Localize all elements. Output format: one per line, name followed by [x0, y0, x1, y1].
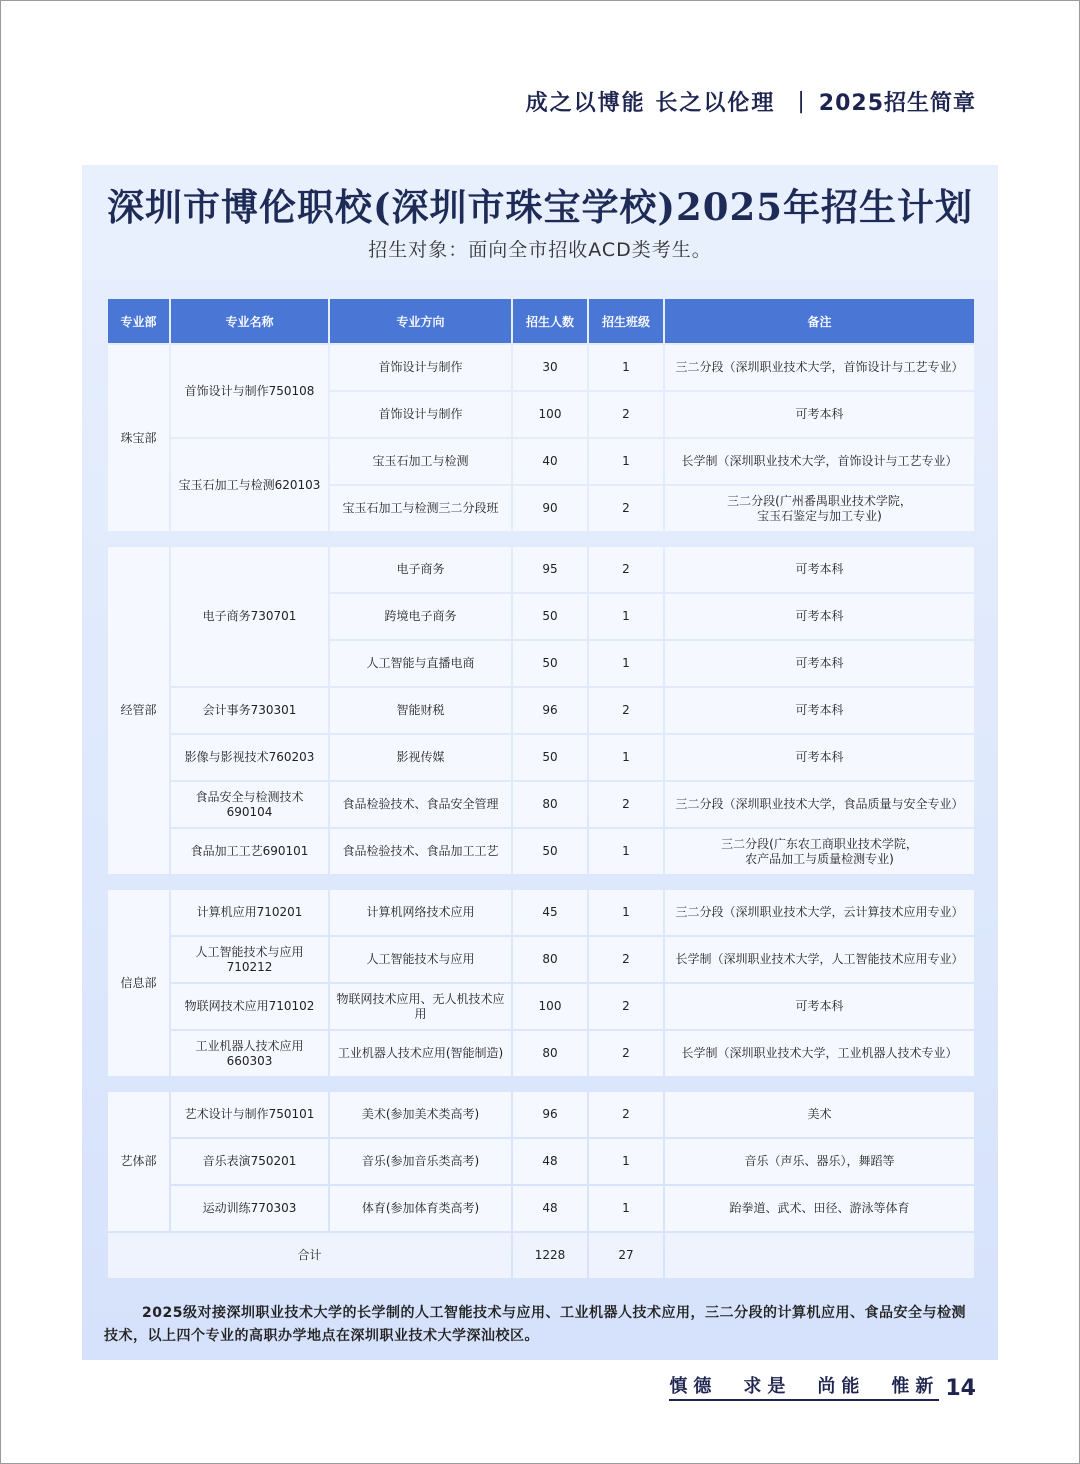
- dept-cell: 信息部: [108, 890, 169, 1076]
- remarks-cell: 长学制（深圳职业技术大学，人工智能技术应用专业）: [665, 937, 974, 982]
- major-cell: 宝玉石加工与检测620103: [171, 439, 328, 531]
- table-row: [108, 782, 974, 827]
- table-row: [108, 829, 974, 874]
- enrollment-cell: 80: [513, 1031, 587, 1076]
- enrollment-cell: 45: [513, 890, 587, 935]
- section-gap: [108, 876, 974, 888]
- table-row: [108, 890, 974, 935]
- dept-cell: 经管部: [108, 547, 169, 874]
- remarks-cell: 长学制（深圳职业技术大学，工业机器人技术专业）: [665, 1031, 974, 1076]
- classes-cell: 2: [589, 1092, 663, 1137]
- table-row: [108, 735, 974, 780]
- header-dept: 专业部: [108, 299, 169, 343]
- slogan-item: 惟新: [891, 1376, 940, 1397]
- direction-cell: 智能财税: [330, 688, 511, 733]
- dept-cell: 艺体部: [108, 1092, 169, 1231]
- total-row: [108, 1233, 974, 1278]
- major-cell: 运动训练770303: [171, 1186, 328, 1231]
- direction-cell: 食品检验技术、食品加工工艺: [330, 829, 511, 874]
- direction-cell: 电子商务: [330, 547, 511, 592]
- classes-cell: 1: [589, 345, 663, 390]
- remarks-cell: 可考本科: [665, 984, 974, 1029]
- school-motto: 成之以博能 长之以伦理: [525, 91, 776, 116]
- page-title: 深圳市博伦职校(深圳市珠宝学校)2025年招生计划: [107, 185, 973, 229]
- enrollment-cell: 30: [513, 345, 587, 390]
- classes-cell: 1: [589, 1139, 663, 1184]
- table-row: [108, 1092, 974, 1137]
- table-row: [108, 1186, 974, 1231]
- remarks-cell: [665, 829, 974, 874]
- major-cell: 艺术设计与制作750101: [171, 1092, 328, 1137]
- table-row: [108, 688, 974, 733]
- header-separator: |: [797, 89, 805, 114]
- slogan-item: 尚能: [817, 1376, 866, 1397]
- direction-cell: 工业机器人技术应用(智能制造): [330, 1031, 511, 1076]
- classes-cell: 2: [589, 392, 663, 437]
- enrollment-cell: 96: [513, 688, 587, 733]
- remarks-cell: 三二分段（深圳职业技术大学，云计算技术应用专业）: [665, 890, 974, 935]
- direction-line-1: 物联网技术应用、无人机技术应: [336, 991, 505, 1006]
- classes-cell: 1: [589, 1186, 663, 1231]
- classes-cell: 1: [589, 890, 663, 935]
- classes-cell: 1: [589, 829, 663, 874]
- classes-cell: 2: [589, 984, 663, 1029]
- table-row: [108, 984, 974, 1029]
- direction-cell: [330, 984, 511, 1029]
- enrollment-cell: 96: [513, 1092, 587, 1137]
- major-cell: 影像与影视技术760203: [171, 735, 328, 780]
- enrollment-cell: 40: [513, 439, 587, 484]
- direction-cell: 计算机网络技术应用: [330, 890, 511, 935]
- enrollment-table: [106, 297, 976, 1280]
- classes-cell: 2: [589, 937, 663, 982]
- remarks-cell: [665, 486, 974, 531]
- direction-cell: 宝玉石加工与检测: [330, 439, 511, 484]
- table-row: [108, 1139, 974, 1184]
- enrollment-cell: 100: [513, 984, 587, 1029]
- section-gap: [108, 533, 974, 545]
- footnote: 2025级对接深圳职业技术大学的长学制的人工智能技术与应用、工业机器人技术应用，三二分段的计算机应用、食品安全与检测技术，以上四个专业的高职办学地点在深圳职业技术大学深汕校区。: [104, 1305, 966, 1344]
- section-gap: [108, 1078, 974, 1090]
- major-cell: 计算机应用710201: [171, 890, 328, 935]
- enrollment-cell: 95: [513, 547, 587, 592]
- classes-cell: 1: [589, 439, 663, 484]
- classes-cell: 2: [589, 782, 663, 827]
- remarks-cell: 音乐（声乐、器乐），舞蹈等: [665, 1139, 974, 1184]
- direction-cell: 音乐(参加音乐类高考): [330, 1139, 511, 1184]
- remarks-line-1: 三二分段(广东农工商职业技术学院，: [721, 836, 918, 851]
- table-row: [108, 345, 974, 390]
- remarks-cell: 可考本科: [665, 688, 974, 733]
- remarks-line-2: 农产品加工与质量检测专业): [745, 851, 894, 866]
- classes-cell: 2: [589, 688, 663, 733]
- classes-cell: 1: [589, 735, 663, 780]
- major-cell: 人工智能技术与应用710212: [171, 937, 328, 982]
- page-number: 14: [945, 1376, 976, 1401]
- direction-cell: 宝玉石加工与检测三二分段班: [330, 486, 511, 531]
- direction-cell: 人工智能技术与应用: [330, 937, 511, 982]
- enrollment-cell: 50: [513, 641, 587, 686]
- enrollment-cell: 90: [513, 486, 587, 531]
- remarks-cell: 可考本科: [665, 594, 974, 639]
- direction-cell: 首饰设计与制作: [330, 392, 511, 437]
- major-cell: 工业机器人技术应用660303: [171, 1031, 328, 1076]
- direction-cell: 跨境电子商务: [330, 594, 511, 639]
- enrollment-cell: 100: [513, 392, 587, 437]
- header-enrollment: 招生人数: [513, 299, 587, 343]
- major-cell: 物联网技术应用710102: [171, 984, 328, 1029]
- school-slogans: [669, 1372, 939, 1401]
- total-enrollment: 1228: [513, 1233, 587, 1278]
- remarks-cell: 跆拳道、武术、田径、游泳等体育: [665, 1186, 974, 1231]
- major-cell: 会计事务730301: [171, 688, 328, 733]
- enrollment-cell: 50: [513, 594, 587, 639]
- slogan-item: 慎德: [669, 1376, 718, 1397]
- remarks-cell: 可考本科: [665, 547, 974, 592]
- table-row: [108, 1031, 974, 1076]
- direction-cell: 首饰设计与制作: [330, 345, 511, 390]
- major-cell: 首饰设计与制作750108: [171, 345, 328, 437]
- slogan-item: 求是: [743, 1376, 792, 1397]
- direction-cell: 人工智能与直播电商: [330, 641, 511, 686]
- enrollment-cell: 48: [513, 1139, 587, 1184]
- major-cell: 食品安全与检测技术690104: [171, 782, 328, 827]
- brochure-title: 2025招生简章: [818, 91, 976, 116]
- table-row: [108, 937, 974, 982]
- total-remarks: [665, 1233, 974, 1278]
- remarks-cell: 美术: [665, 1092, 974, 1137]
- page-header: [526, 86, 976, 117]
- table-row: [108, 547, 974, 592]
- enrollment-cell: 80: [513, 782, 587, 827]
- remarks-cell: 可考本科: [665, 735, 974, 780]
- classes-cell: 2: [589, 486, 663, 531]
- direction-cell: 美术(参加美术类高考): [330, 1092, 511, 1137]
- header-classes: 招生班级: [589, 299, 663, 343]
- header-direction: 专业方向: [330, 299, 511, 343]
- classes-cell: 2: [589, 1031, 663, 1076]
- major-cell: 音乐表演750201: [171, 1139, 328, 1184]
- direction-cell: 影视传媒: [330, 735, 511, 780]
- direction-cell: 体育(参加体育类高考): [330, 1186, 511, 1231]
- classes-cell: 2: [589, 547, 663, 592]
- total-label: 合计: [108, 1233, 511, 1278]
- remarks-line-1: 三二分段(广州番禺职业技术学院，: [727, 493, 912, 508]
- remarks-cell: 可考本科: [665, 392, 974, 437]
- direction-line-2: 用: [414, 1006, 427, 1021]
- page-footer: [669, 1372, 976, 1401]
- enrollment-cell: 50: [513, 829, 587, 874]
- classes-cell: 1: [589, 594, 663, 639]
- page-subtitle: 招生对象：面向全市招收ACD类考生。: [368, 239, 712, 261]
- classes-cell: 1: [589, 641, 663, 686]
- remarks-cell: 长学制（深圳职业技术大学，首饰设计与工艺专业）: [665, 439, 974, 484]
- remarks-line-2: 宝玉石鉴定与加工专业): [757, 508, 882, 523]
- header-remarks: 备注: [665, 299, 974, 343]
- enrollment-cell: 50: [513, 735, 587, 780]
- major-cell: 食品加工工艺690101: [171, 829, 328, 874]
- direction-cell: 食品检验技术、食品安全管理: [330, 782, 511, 827]
- total-classes: 27: [589, 1233, 663, 1278]
- header-major: 专业名称: [171, 299, 328, 343]
- remarks-cell: 三二分段（深圳职业技术大学，食品质量与安全专业）: [665, 782, 974, 827]
- remarks-cell: 可考本科: [665, 641, 974, 686]
- dept-cell: 珠宝部: [108, 345, 169, 531]
- remarks-cell: 三二分段（深圳职业技术大学，首饰设计与工艺专业）: [665, 345, 974, 390]
- enrollment-cell: 48: [513, 1186, 587, 1231]
- table-header-row: [108, 299, 974, 343]
- major-cell: 电子商务730701: [171, 547, 328, 686]
- table-row: [108, 439, 974, 484]
- enrollment-cell: 80: [513, 937, 587, 982]
